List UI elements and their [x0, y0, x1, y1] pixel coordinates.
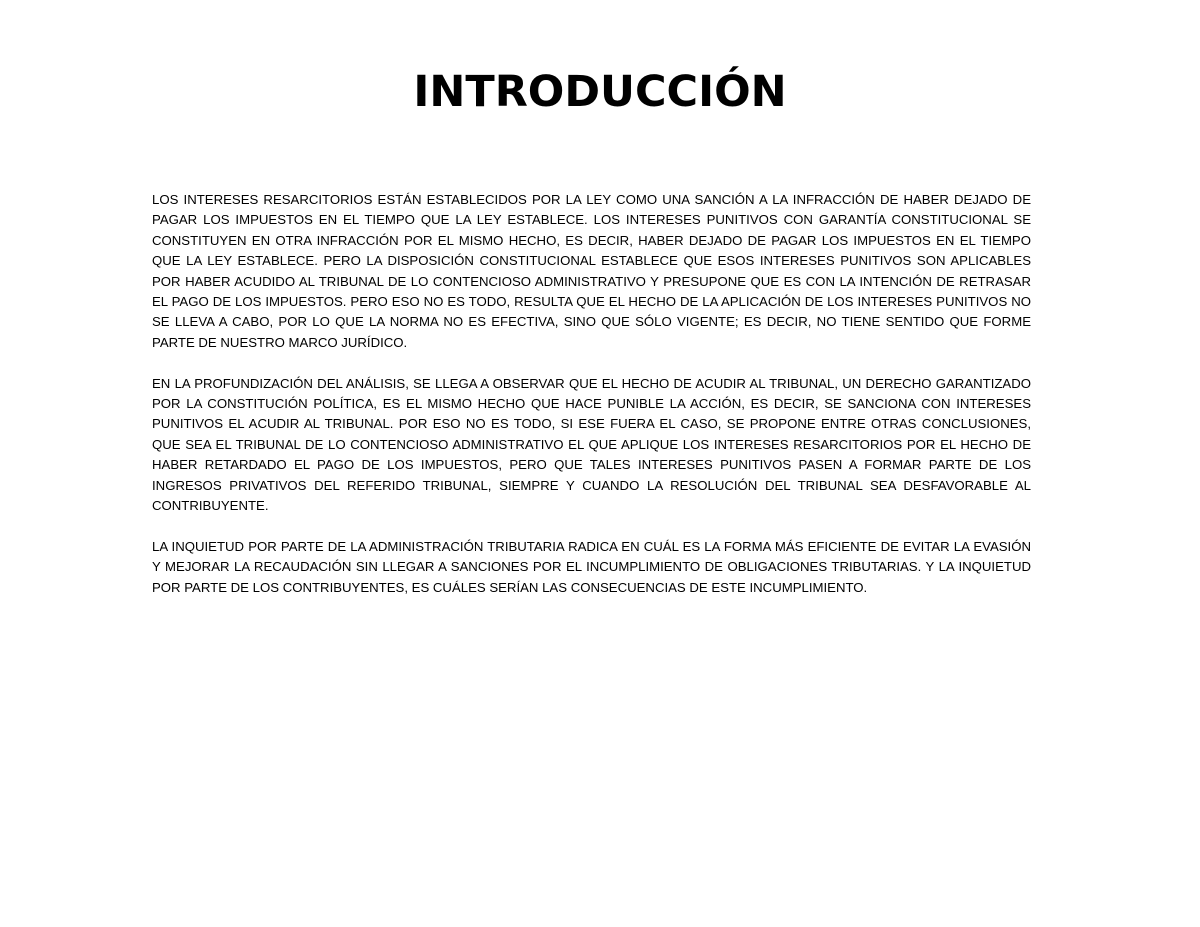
document-body — [152, 190, 1031, 618]
paragraph-1: LOS INTERESES RESARCITORIOS ESTÁN ESTABLECIDOS POR LA LEY COMO UNA SANCIÓN A LA INFRACCIÓN DE HABER DEJADO DE PAGAR LOS IMPUESTOS EN EL TIEMPO QUE LA LEY ESTABLECE. LOS INTERESES PUNITIVOS CON GARANTÍA CONSTITUCIONAL SE CONSTITUYEN EN OTRA INFRACCIÓN POR EL MISMO HECHO, ES DECIR, HABER DEJADO DE PAGAR LOS IMPUESTOS EN EL TIEMPO QUE LA LEY ESTABLECE. PERO LA DISPOSICIÓN CONSTITUCIONAL ESTABLECE QUE ESOS INTERESES PUNITIVOS SON APLICABLES POR HABER ACUDIDO AL TRIBUNAL DE LO CONTENCIOSO ADMINISTRATIVO Y PRESUPONE QUE ES CON LA INTENCIÓN DE RETRASAR EL PAGO DE LOS IMPUESTOS. PERO ESO NO ES TODO, RESULTA QUE EL HECHO DE LA APLICACIÓN DE LOS INTERESES PUNITIVOS NO SE LLEVA A CABO, POR LO QUE LA NORMA NO ES EFECTIVA, SINO QUE SÓLO VIGENTE; ES DECIR, NO TIENE SENTIDO QUE FORME PARTE DE NUESTRO MARCO JURÍDICO. — [152, 192, 1031, 350]
paragraph-2: EN LA PROFUNDIZACIÓN DEL ANÁLISIS, SE LLEGA A OBSERVAR QUE EL HECHO DE ACUDIR AL TRIBUNAL, UN DERECHO GARANTIZADO POR LA CONSTITUCIÓN POLÍTICA, ES EL MISMO HECHO QUE HACE PUNIBLE LA ACCIÓN, ES DECIR, SE SANCIONA CON INTERESES PUNITIVOS EL ACUDIR AL TRIBUNAL. POR ESO NO ES TODO, SI ESE FUERA EL CASO, SE PROPONE ENTRE OTRAS CONCLUSIONES, QUE SEA EL TRIBUNAL DE LO CONTENCIOSO ADMINISTRATIVO EL QUE APLIQUE LOS INTERESES RESARCITORIOS POR EL HECHO DE HABER RETARDADO EL PAGO DE LOS IMPUESTOS, PERO QUE TALES INTERESES PUNITIVOS PASEN A FORMAR PARTE DE LOS INGRESOS PRIVATIVOS DEL REFERIDO TRIBUNAL, SIEMPRE Y CUANDO LA RESOLUCIÓN DEL TRIBUNAL SEA DESFAVORABLE AL CONTRIBUYENTE. — [152, 375, 1031, 514]
page-title: INTRODUCCIÓN — [413, 67, 787, 117]
paragraph-3: LA INQUIETUD POR PARTE DE LA ADMINISTRACIÓN TRIBUTARIA RADICA EN CUÁL ES LA FORMA MÁS EFICIENTE DE EVITAR LA EVASIÓN Y MEJORAR LA RECAUDACIÓN SIN LLEGAR A SANCIONES POR EL INCUMPLIMIENTO DE OBLIGACIONES TRIBUTARIAS. Y LA INQUIETUD POR PARTE DE LOS CONTRIBUYENTES, ES CUÁLES SERÍAN LAS CONSECUENCIAS DE ESTE INCUMPLIMIENTO. — [152, 538, 1031, 595]
